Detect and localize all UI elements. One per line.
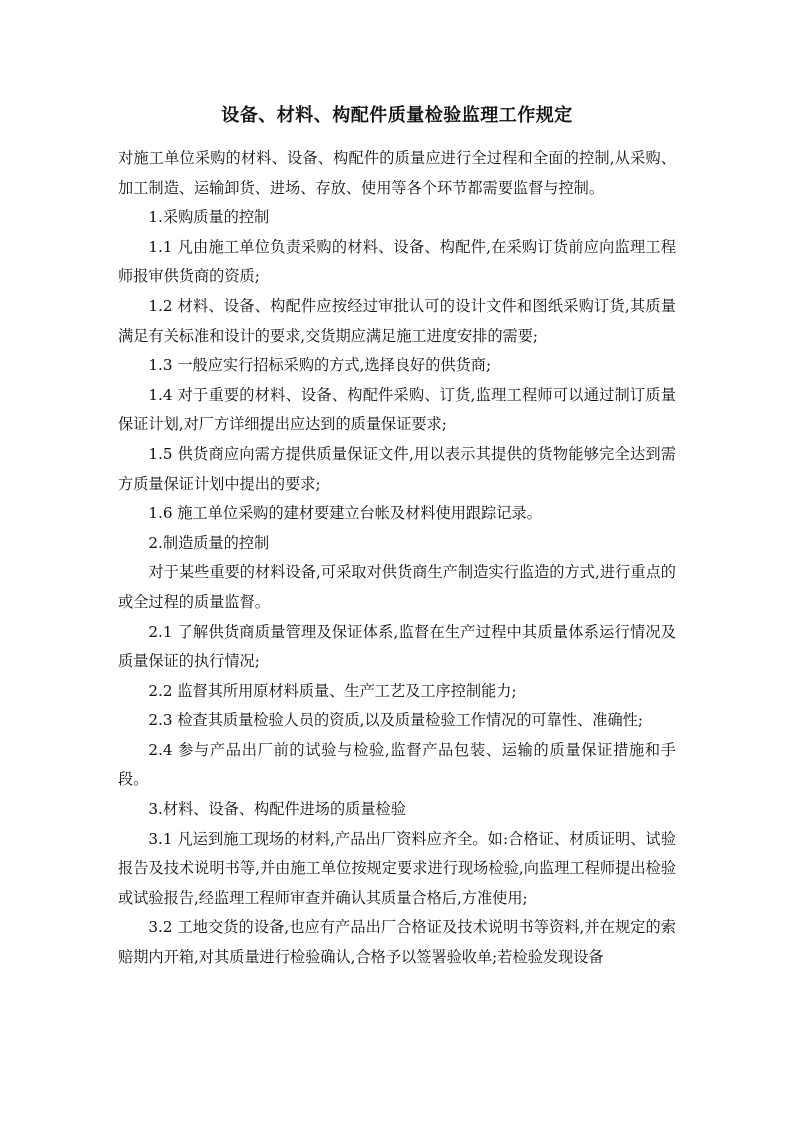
section-heading-site-inspection: 3.材料、设备、构配件进场的质量检验 — [148, 800, 406, 819]
clause-1-6: 1.6 施工单位采购的建材要建立台帐及材料使用跟踪记录。 — [148, 504, 542, 523]
manufacturing-intro: 对于某些重要的材料设备,可采取对供货商生产制造实行监造的方式,进行重点的或全过程的质量监督。 — [118, 563, 676, 611]
clause-3-1: 3.1 凡运到施工现场的材料,产品出厂资料应齐全。如:合格证、材质证明、试验报告及技术说明书等,并由施工单位按规定要求进行现场检验,向监理工程师提出检验或试验报告,经监理工程师审查并确认其质量合格后,方准使用; — [118, 829, 676, 907]
clause-2-2: 2.2 监督其所用原材料质量、生产工艺及工序控制能力; — [148, 681, 517, 700]
clause-3-2: 3.2 工地交货的设备,也应有产品出厂合格证及技术说明书等资料,并在规定的索赔期内开箱,对其质量进行检验确认,合格予以签署验收单;若检验发现设备 — [118, 918, 676, 967]
section-heading-manufacturing: 2.制造质量的控制 — [148, 533, 270, 552]
clause-1-5: 1.5 供货商应向需方提供质量保证文件,用以表示其提供的货物能够完全达到需方质量保证计划中提出的要求; — [118, 444, 676, 493]
clause-1-2: 1.2 材料、设备、构配件应按经过审批认可的设计文件和图纸采购订货,其质量满足有关标准和设计的要求,交货期应满足施工进度安排的需要; — [118, 296, 676, 345]
clause-1-1: 1.1 凡由施工单位负责采购的材料、设备、构配件,在采购订货前应向监理工程师报审供货商的资质; — [118, 237, 676, 286]
clause-1-4: 1.4 对于重要的材料、设备、构配件采购、订货,监理工程师可以通过制订质量保证计划,对厂方详细提出应达到的质量保证要求; — [118, 385, 676, 434]
section-heading-procurement: 1.采购质量的控制 — [148, 208, 270, 227]
clause-2-4: 2.4 参与产品出厂前的试验与检验,监督产品包装、运输的质量保证措施和手段。 — [118, 740, 676, 789]
intro-paragraph: 对施工单位采购的材料、设备、构配件的质量应进行全过程和全面的控制,从采购、加工制造、运输卸货、进场、存放、使用等各个环节都需要监督与控制。 — [118, 149, 676, 197]
clause-2-1: 2.1 了解供货商质量管理及保证体系,监督在生产过程中其质量体系运行情况及质量保证的执行情况; — [118, 622, 676, 671]
clause-1-3: 1.3 一般应实行招标采购的方式,选择良好的供货商; — [148, 356, 492, 375]
clause-2-3: 2.3 检查其质量检验人员的资质,以及质量检验工作情况的可靠性、准确性; — [148, 711, 643, 730]
document-title: 设备、材料、构配件质量检验监理工作规定 — [221, 105, 573, 126]
document-body — [118, 144, 676, 973]
